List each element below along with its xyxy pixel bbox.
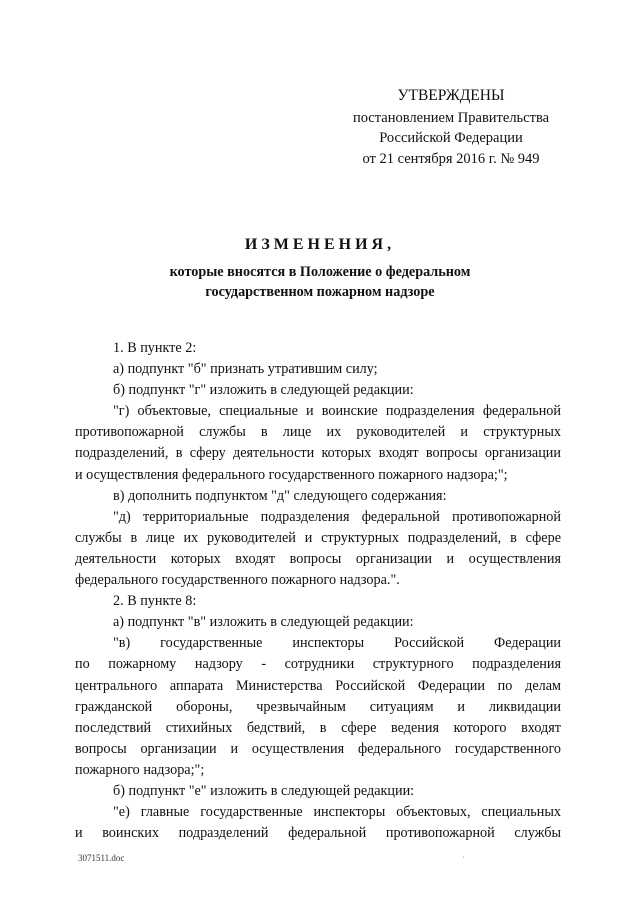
- body-line: вопросы организации и осуществления федерального государственного: [75, 740, 561, 757]
- body-line: пожарного надзора;";: [75, 761, 205, 778]
- approval-line: Российской Федерации: [379, 130, 523, 146]
- body-line: противопожарной службы в лице их руководителей и структурных: [75, 424, 561, 441]
- body-line: гражданской обороны, чрезвычайным ситуациям и ликвидации: [75, 698, 561, 715]
- body-line: 1. В пункте 2:: [113, 340, 197, 356]
- body-line: "д) территориальные подразделения федеральной противопожарной: [113, 508, 561, 525]
- body-line: "г) объектовые, специальные и воинские подразделения федеральной: [113, 403, 561, 420]
- page-mark: ·: [462, 853, 465, 862]
- body-line: "е) главные государственные инспекторы объектовых, специальных: [113, 804, 561, 821]
- body-line: а) подпункт "в" изложить в следующей редакции:: [113, 614, 414, 631]
- approval-line: постановлением Правительства: [352, 109, 550, 126]
- body-line: федерального государственного пожарного надзора.".: [75, 572, 400, 589]
- body-line: службы в лице их руководителей и структурных подразделений, в сфере: [75, 529, 561, 546]
- body-line: последствий стихийных бедствий, в сфере ведения которого входят: [75, 719, 561, 736]
- body-line: б) подпункт "г" изложить в следующей редакции:: [113, 382, 414, 399]
- body-line: 2. В пункте 8:: [113, 593, 197, 610]
- approval-block: [346, 86, 556, 169]
- body-line: а) подпункт "б" признать утратившим силу;: [113, 361, 378, 378]
- body-line: "в) государственные инспекторы Российской Федерации: [113, 635, 561, 652]
- body-line: и воинских подразделений федеральной противопожарной службы: [75, 825, 561, 842]
- document-subtitle: [0, 262, 640, 302]
- file-name-footer: 3071511.doc: [78, 853, 125, 863]
- body-line: по пожарному надзору - сотрудники структурного подразделения: [75, 656, 561, 673]
- body-line: подразделений, в сферу деятельности которых входят вопросы организации: [75, 445, 561, 462]
- subtitle-line: государственном пожарном надзоре: [205, 284, 435, 300]
- body-line: в) дополнить подпунктом "д" следующего содержания:: [113, 487, 447, 504]
- approval-stamp: УТВЕРЖДЕНЫ: [397, 87, 505, 104]
- document-title: ИЗМЕНЕНИЯ,: [244, 236, 396, 253]
- approval-date: от 21 сентября 2016 г. № 949: [362, 150, 540, 167]
- body-line: и осуществления федерального государственного пожарного надзора;";: [75, 466, 508, 483]
- document-body: [75, 338, 561, 844]
- subtitle-line: которые вносятся в Положение о федеральном: [169, 264, 471, 280]
- body-line: деятельности которых входят вопросы организации и осуществления: [75, 550, 561, 567]
- body-line: б) подпункт "е" изложить в следующей редакции:: [113, 782, 415, 799]
- body-line: центрального аппарата Министерства Российской Федерации по делам: [75, 677, 561, 694]
